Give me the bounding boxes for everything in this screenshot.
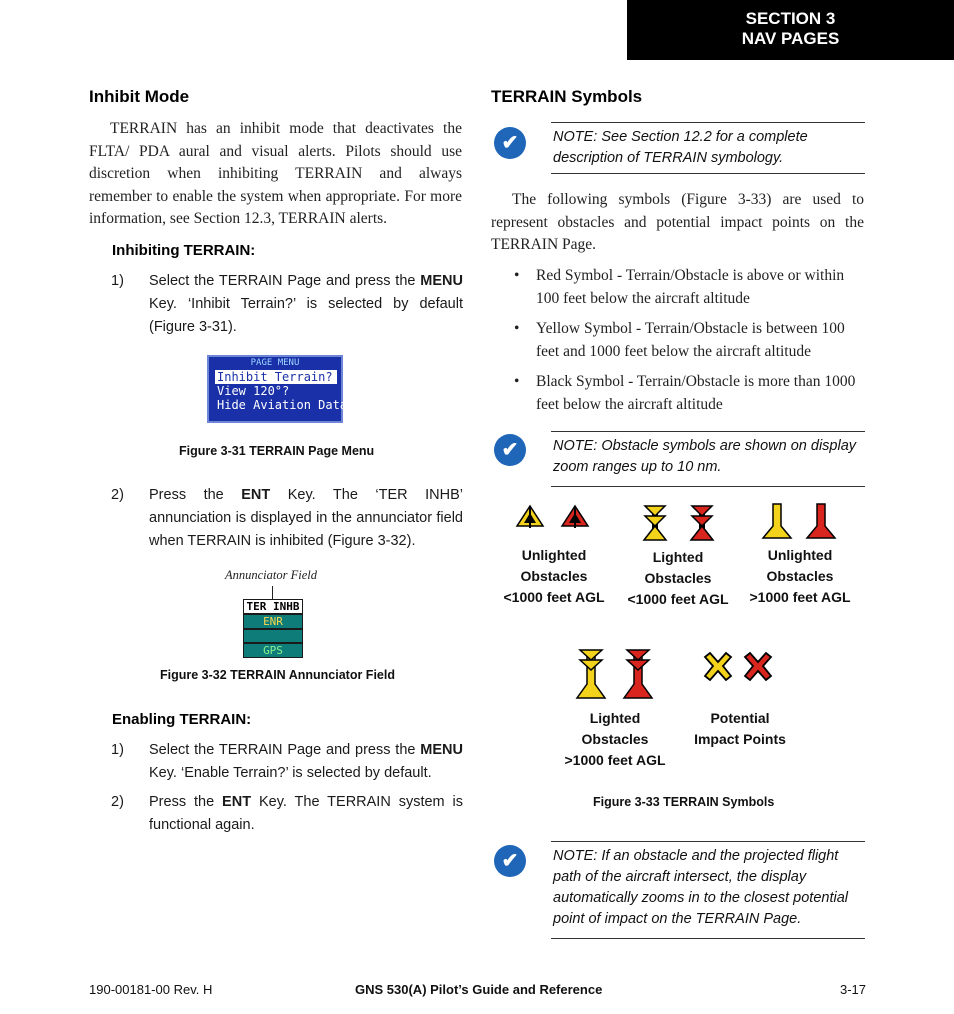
unlighted-obstacle-low-red-icon	[562, 506, 588, 528]
symbol-label-line: Obstacles	[766, 568, 834, 584]
symbol-label-line: Lighted	[589, 710, 641, 726]
step-text	[149, 484, 463, 553]
step-number: 2)	[111, 794, 124, 810]
annunciator-field-label: Annunciator Field	[225, 568, 317, 582]
note-see-section: NOTE: See Section 12.2 for a complete description of TERRAIN symbology.	[551, 122, 865, 174]
symbol-label-line: Obstacles	[520, 568, 588, 584]
step-number: 2)	[111, 487, 124, 503]
figure-3-32-caption: Figure 3-32 TERRAIN Annunciator Field	[160, 668, 395, 682]
symbols-intro-paragraph: The following symbols (Figure 3-33) are used to represent obstacles and potential impact points on the TERRAIN Page.	[491, 191, 864, 253]
inhibit-step-2	[111, 484, 463, 554]
menu-item-view-120[interactable]: View 120°?	[217, 384, 290, 398]
annunciator-blank-field	[244, 630, 302, 642]
footer-page-number: 3-17	[840, 982, 867, 997]
bullet-text: Red Symbol - Terrain/Obstacle is above or within 100 feet below the aircraft altitude	[536, 267, 845, 307]
enable-step-1	[111, 739, 463, 787]
step-text-part: Key. The ‘TER INHB’ annunciation is displayed in the annunciator field when TERRAIN is inhibited (Figure 3-32).	[149, 487, 463, 549]
figure-3-31-caption: Figure 3-31 TERRAIN Page Menu	[179, 444, 375, 458]
symbol-label-line: Lighted	[652, 549, 704, 565]
symbol-label-line: <1000 feet AGL	[503, 589, 605, 605]
enr-annunciation: ENR	[244, 615, 302, 628]
bullet-marker: •	[514, 267, 520, 284]
step-text-part: Key. ‘Enable Terrain?’ is selected by default.	[149, 765, 432, 781]
symbol-label-unlighted-low	[498, 545, 610, 608]
symbol-label-line: Obstacles	[644, 570, 712, 586]
symbol-label-line: Obstacles	[581, 731, 649, 747]
checkmark-icon: ✔	[494, 845, 526, 877]
figure-3-33-caption: Figure 3-33 TERRAIN Symbols	[593, 795, 775, 809]
checkmark-icon: ✔	[494, 127, 526, 159]
enabling-terrain-heading: Enabling TERRAIN:	[112, 711, 252, 728]
step-text	[149, 270, 463, 339]
bullet-red-symbol	[514, 264, 864, 312]
symbol-label-line: Unlighted	[521, 547, 587, 563]
bullet-yellow-symbol	[514, 317, 864, 365]
step-text	[149, 791, 463, 837]
ter-inhb-annunciation: TER INHB	[244, 600, 302, 613]
ent-key-label: ENT	[241, 487, 271, 503]
menu-key-label: MENU	[420, 742, 463, 758]
checkmark-icon: ✔	[494, 434, 526, 466]
unlighted-obstacle-low-yellow-icon	[517, 506, 543, 528]
step-text-part: Key. ‘Inhibit Terrain?’ is selected by default (Figure 3-31).	[149, 296, 463, 335]
symbol-label-lighted-low	[622, 547, 734, 610]
step-text-part: Select the TERRAIN Page and press the	[149, 742, 421, 758]
inhibit-mode-heading: Inhibit Mode	[89, 87, 190, 106]
inhibit-step-1	[111, 270, 463, 340]
bullet-text: Yellow Symbol - Terrain/Obstacle is between 100 feet and 1000 feet below the aircraft altitude	[536, 320, 845, 360]
note-impact-zoom: NOTE: If an obstacle and the projected flight path of the aircraft intersect, the display automatically zooms in to the closest potential point of impact on the TERRAIN Page.	[551, 841, 865, 939]
menu-key-label: MENU	[420, 273, 463, 289]
symbol-label-unlighted-high	[744, 545, 856, 608]
symbol-label-line: Impact Points	[694, 731, 786, 747]
symbol-label-line: Unlighted	[767, 547, 833, 563]
unlighted-obstacle-high-yellow-icon	[763, 504, 791, 538]
section-tab	[627, 0, 954, 60]
step-number: 1)	[111, 742, 124, 758]
symbol-label-line: >1000 feet AGL	[749, 589, 851, 605]
page-menu-title: PAGE MENU	[250, 358, 300, 368]
symbol-label-lighted-high	[559, 708, 671, 771]
annunciator-field	[243, 599, 303, 658]
section-title: NAV PAGES	[741, 29, 840, 48]
lighted-obstacle-high-yellow-icon	[577, 650, 605, 698]
symbol-label-line: Potential	[710, 710, 770, 726]
unlighted-obstacle-high-red-icon	[807, 504, 835, 538]
footer-title: GNS 530(A) Pilot’s Guide and Reference	[355, 982, 603, 997]
step-text-part: Press the	[149, 487, 242, 503]
impact-point-red-icon	[745, 653, 771, 680]
ent-key-label: ENT	[222, 794, 252, 810]
inhibit-mode-paragraph: TERRAIN has an inhibit mode that deactivates the FLTA/ PDA aural and visual alerts. Pilots should use discretion when inhibiting TERRAIN and always remember to enable the system when appropriate. For more information, see Section 12.3, TERRAIN alerts.	[89, 120, 462, 227]
page-menu-screen	[207, 355, 355, 423]
step-text	[149, 739, 463, 785]
enable-step-2	[111, 791, 463, 839]
gps-annunciation: GPS	[244, 644, 302, 657]
step-text-part: Press the	[149, 794, 223, 810]
symbol-label-line: >1000 feet AGL	[564, 752, 666, 768]
footer-doc-number: 190-00181-00 Rev. H	[89, 982, 213, 997]
menu-item-hide-aviation-data[interactable]: Hide Aviation Data?	[217, 398, 355, 412]
bullet-black-symbol	[514, 370, 864, 418]
lighted-obstacle-low-red-icon	[691, 506, 713, 540]
menu-item-inhibit-terrain[interactable]: Inhibit Terrain?	[215, 370, 337, 384]
note-obstacle-zoom: NOTE: Obstacle symbols are shown on display zoom ranges up to 10 nm.	[551, 431, 865, 487]
impact-point-yellow-icon	[705, 653, 731, 680]
step-text-part: Key. The TERRAIN system is functional again.	[149, 794, 464, 833]
step-text-part: Select the TERRAIN Page and press the	[149, 273, 421, 289]
section-number: SECTION 3	[745, 9, 836, 28]
lighted-obstacle-high-red-icon	[624, 650, 652, 698]
bullet-marker: •	[514, 373, 520, 390]
terrain-symbols-heading: TERRAIN Symbols	[491, 87, 643, 106]
inhibiting-terrain-heading: Inhibiting TERRAIN:	[112, 242, 256, 259]
symbol-label-line: <1000 feet AGL	[627, 591, 729, 607]
bullet-text: Black Symbol - Terrain/Obstacle is more than 1000 feet below the aircraft altitude	[536, 373, 856, 413]
bullet-marker: •	[514, 320, 520, 337]
step-number: 1)	[111, 273, 124, 289]
symbol-label-impact-points	[684, 708, 796, 750]
lighted-obstacle-low-yellow-icon	[644, 506, 666, 540]
